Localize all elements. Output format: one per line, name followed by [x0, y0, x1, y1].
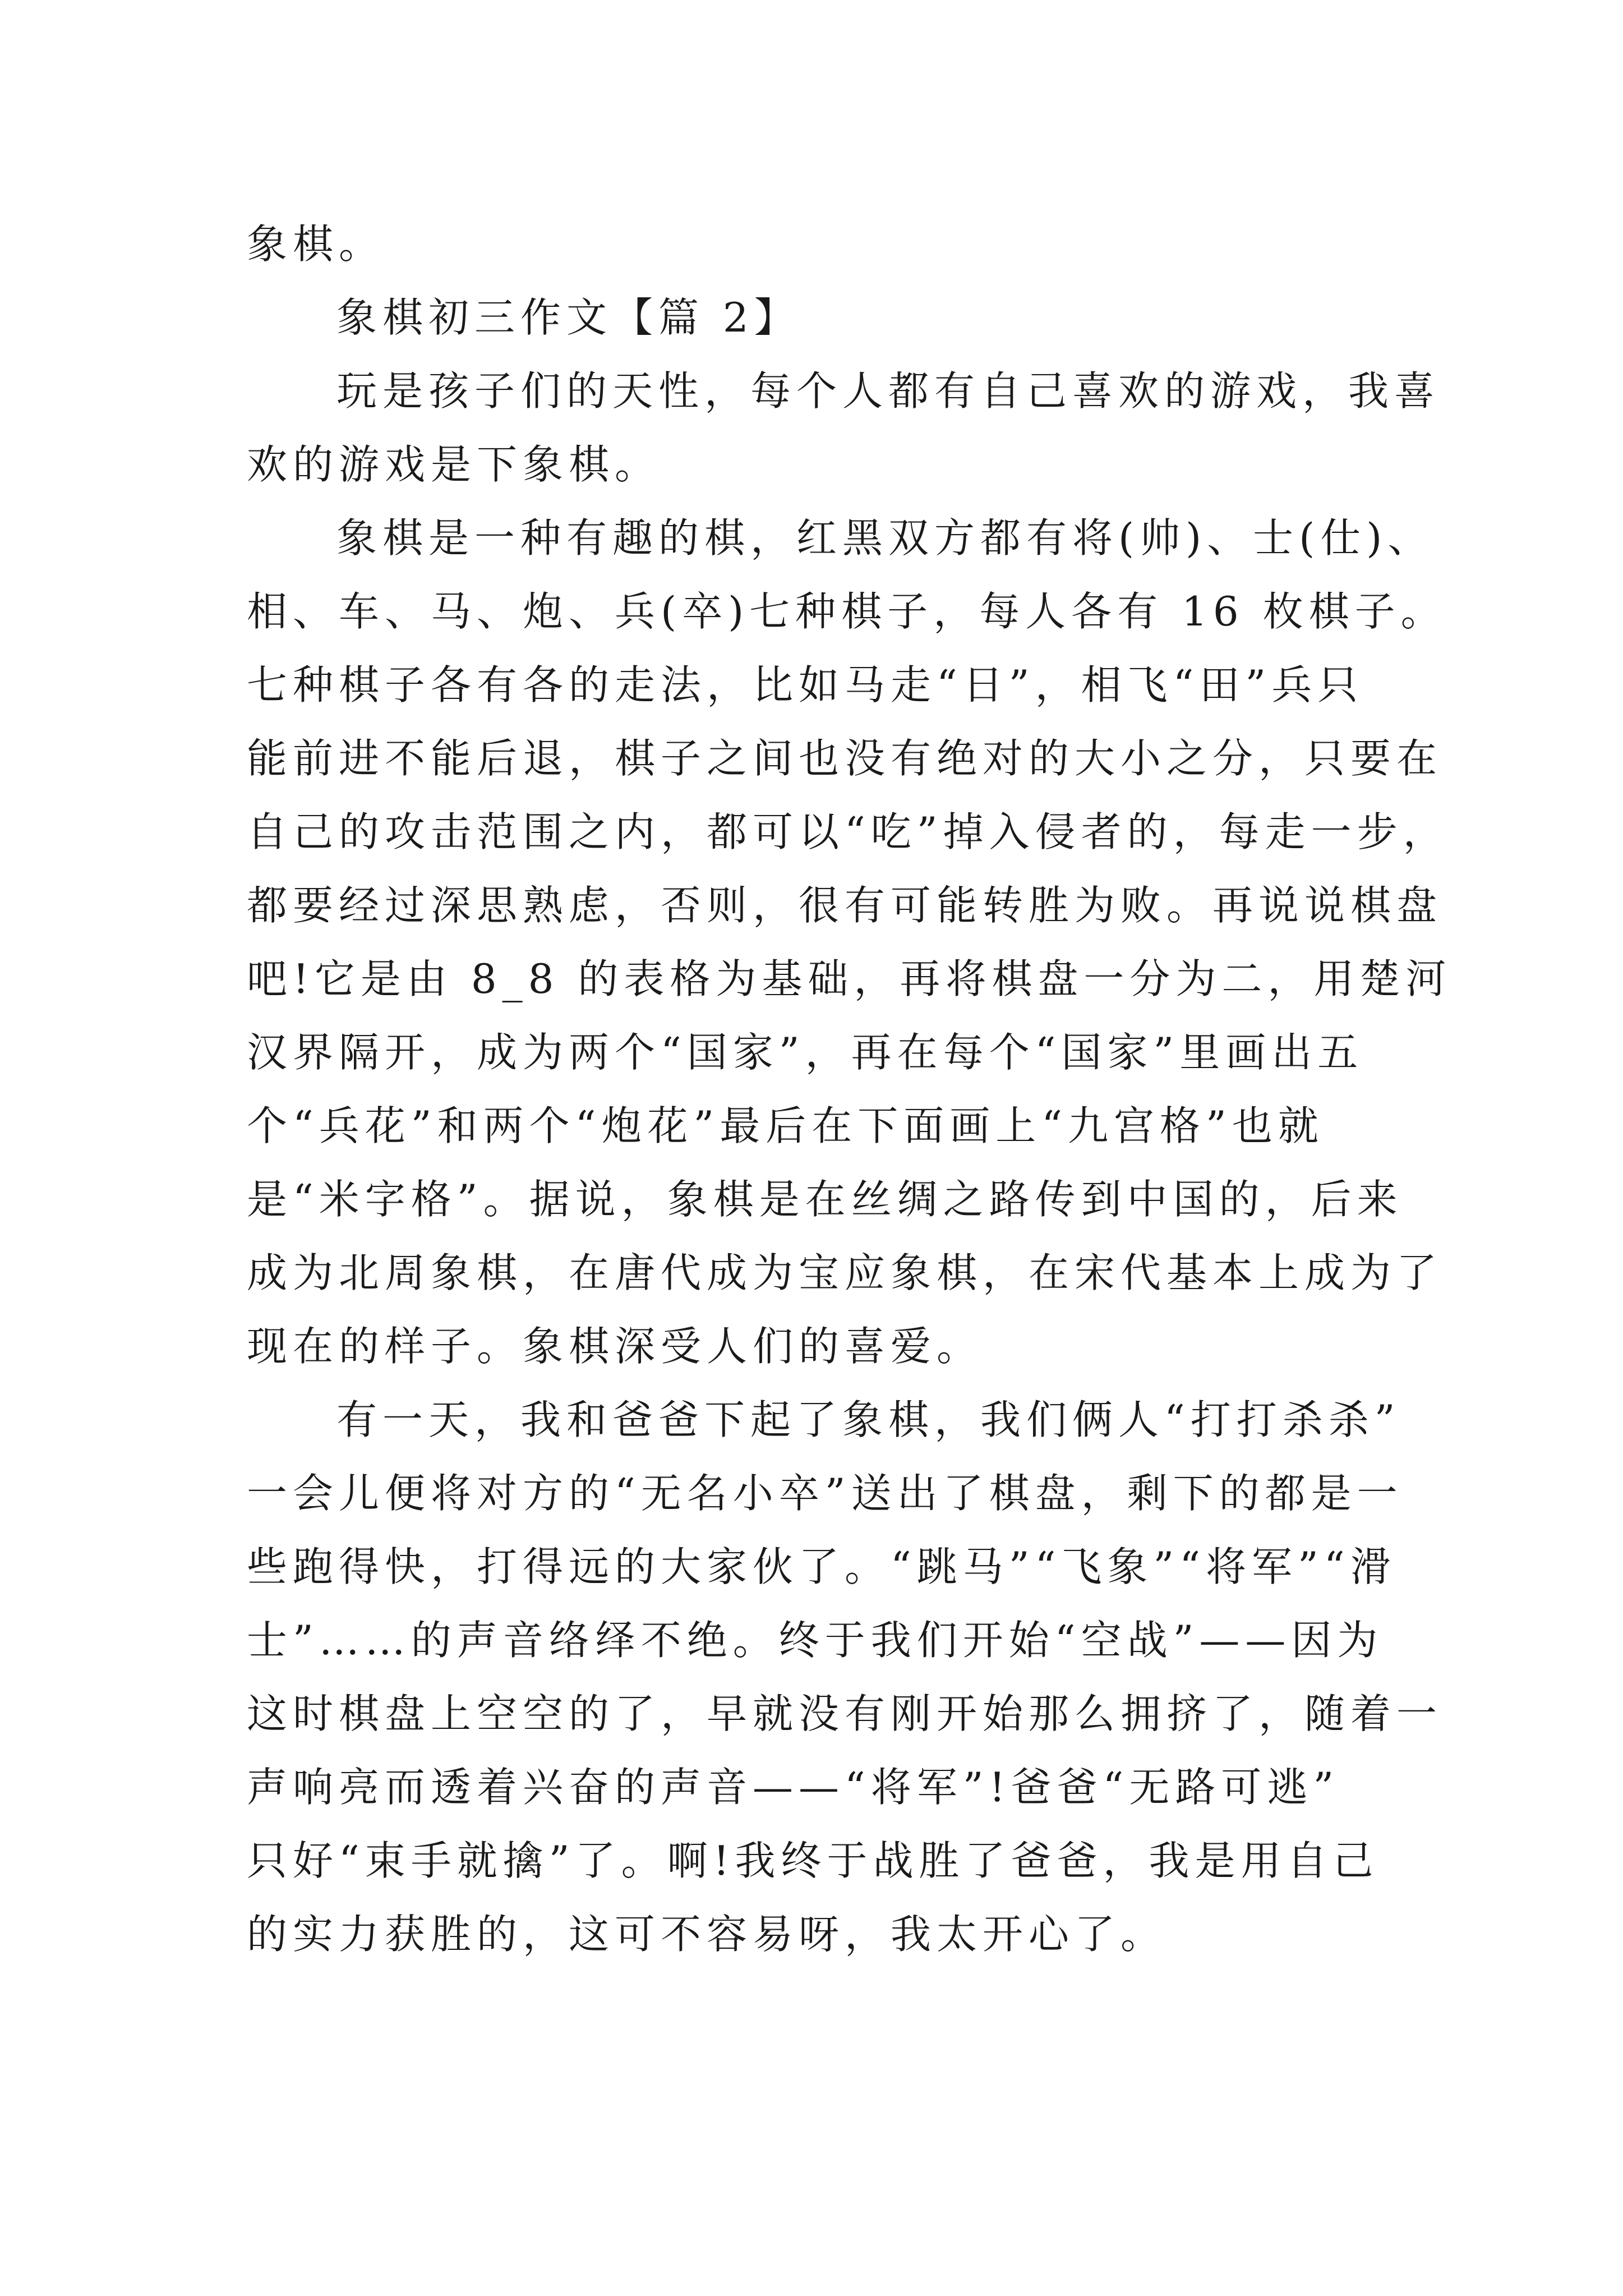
- paragraph-line: 一会儿便将对方的“无名小卒”送出了棋盘，剩下的都是一: [247, 1470, 1403, 1517]
- paragraph-line: 欢的游戏是下象棋。: [247, 441, 661, 488]
- paragraph-line: 七种棋子各有各的走法，比如马走“日”，相飞“田”兵只: [247, 661, 1364, 708]
- paragraph-line: 士”……的声音络绎不绝。终于我们开始“空战”——因为: [247, 1617, 1384, 1664]
- section-heading: 象棋初三作文【篇 2】: [336, 294, 800, 341]
- paragraph-line: 有一天，我和爸爸下起了象棋，我们俩人“打打杀杀”: [336, 1396, 1401, 1443]
- paragraph-line: 成为北周象棋，在唐代成为宝应象棋，在宋代基本上成为了: [247, 1249, 1443, 1296]
- paragraph-line: 是“米字格”。据说，象棋是在丝绸之路传到中国的，后来: [247, 1176, 1403, 1223]
- paragraph-line: 声响亮而透着兴奋的声音——“将军”!爸爸“无路可逃”: [247, 1764, 1340, 1811]
- paragraph-line: 汉界隔开，成为两个“国家”，再在每个“国家”里画出五: [247, 1029, 1364, 1076]
- paragraph-line: 象棋。: [247, 220, 385, 268]
- paragraph-line: 吧!它是由 8_8 的表格为基础，再将棋盘一分为二，用楚河: [247, 955, 1452, 1002]
- paragraph-line: 能前进不能后退，棋子之间也没有绝对的大小之分，只要在: [247, 735, 1443, 782]
- paragraph-line: 些跑得快，打得远的大家伙了。“跳马”“飞象”“将军”“滑: [247, 1543, 1396, 1590]
- paragraph-line: 玩是孩子们的天性，每个人都有自己喜欢的游戏，我喜: [336, 367, 1441, 415]
- paragraph-line: 都要经过深思熟虑，否则，很有可能转胜为败。再说说棋盘: [247, 882, 1443, 929]
- paragraph-line: 现在的样子。象棋深受人们的喜爱。: [247, 1323, 983, 1370]
- paragraph-line: 象棋是一种有趣的棋，红黑双方都有将(帅)、士(仕)、: [336, 514, 1434, 562]
- paragraph-line: 这时棋盘上空空的了，早就没有刚开始那么拥挤了，随着一: [247, 1690, 1443, 1737]
- paragraph-line: 相、车、马、炮、兵(卒)七种棋子，每人各有 16 枚棋子。: [247, 588, 1447, 635]
- paragraph-line: 个“兵花”和两个“炮花”最后在下面画上“九宫格”也就: [247, 1102, 1324, 1149]
- paragraph-line: 的实力获胜的，这可不容易呀，我太开心了。: [247, 1911, 1167, 1958]
- paragraph-line: 只好“束手就擒”了。啊!我终于战胜了爸爸，我是用自己: [247, 1837, 1379, 1884]
- paragraph-line: 自己的攻击范围之内，都可以“吃”掉入侵者的，每走一步，: [247, 808, 1449, 855]
- essay-body: [247, 208, 1452, 1971]
